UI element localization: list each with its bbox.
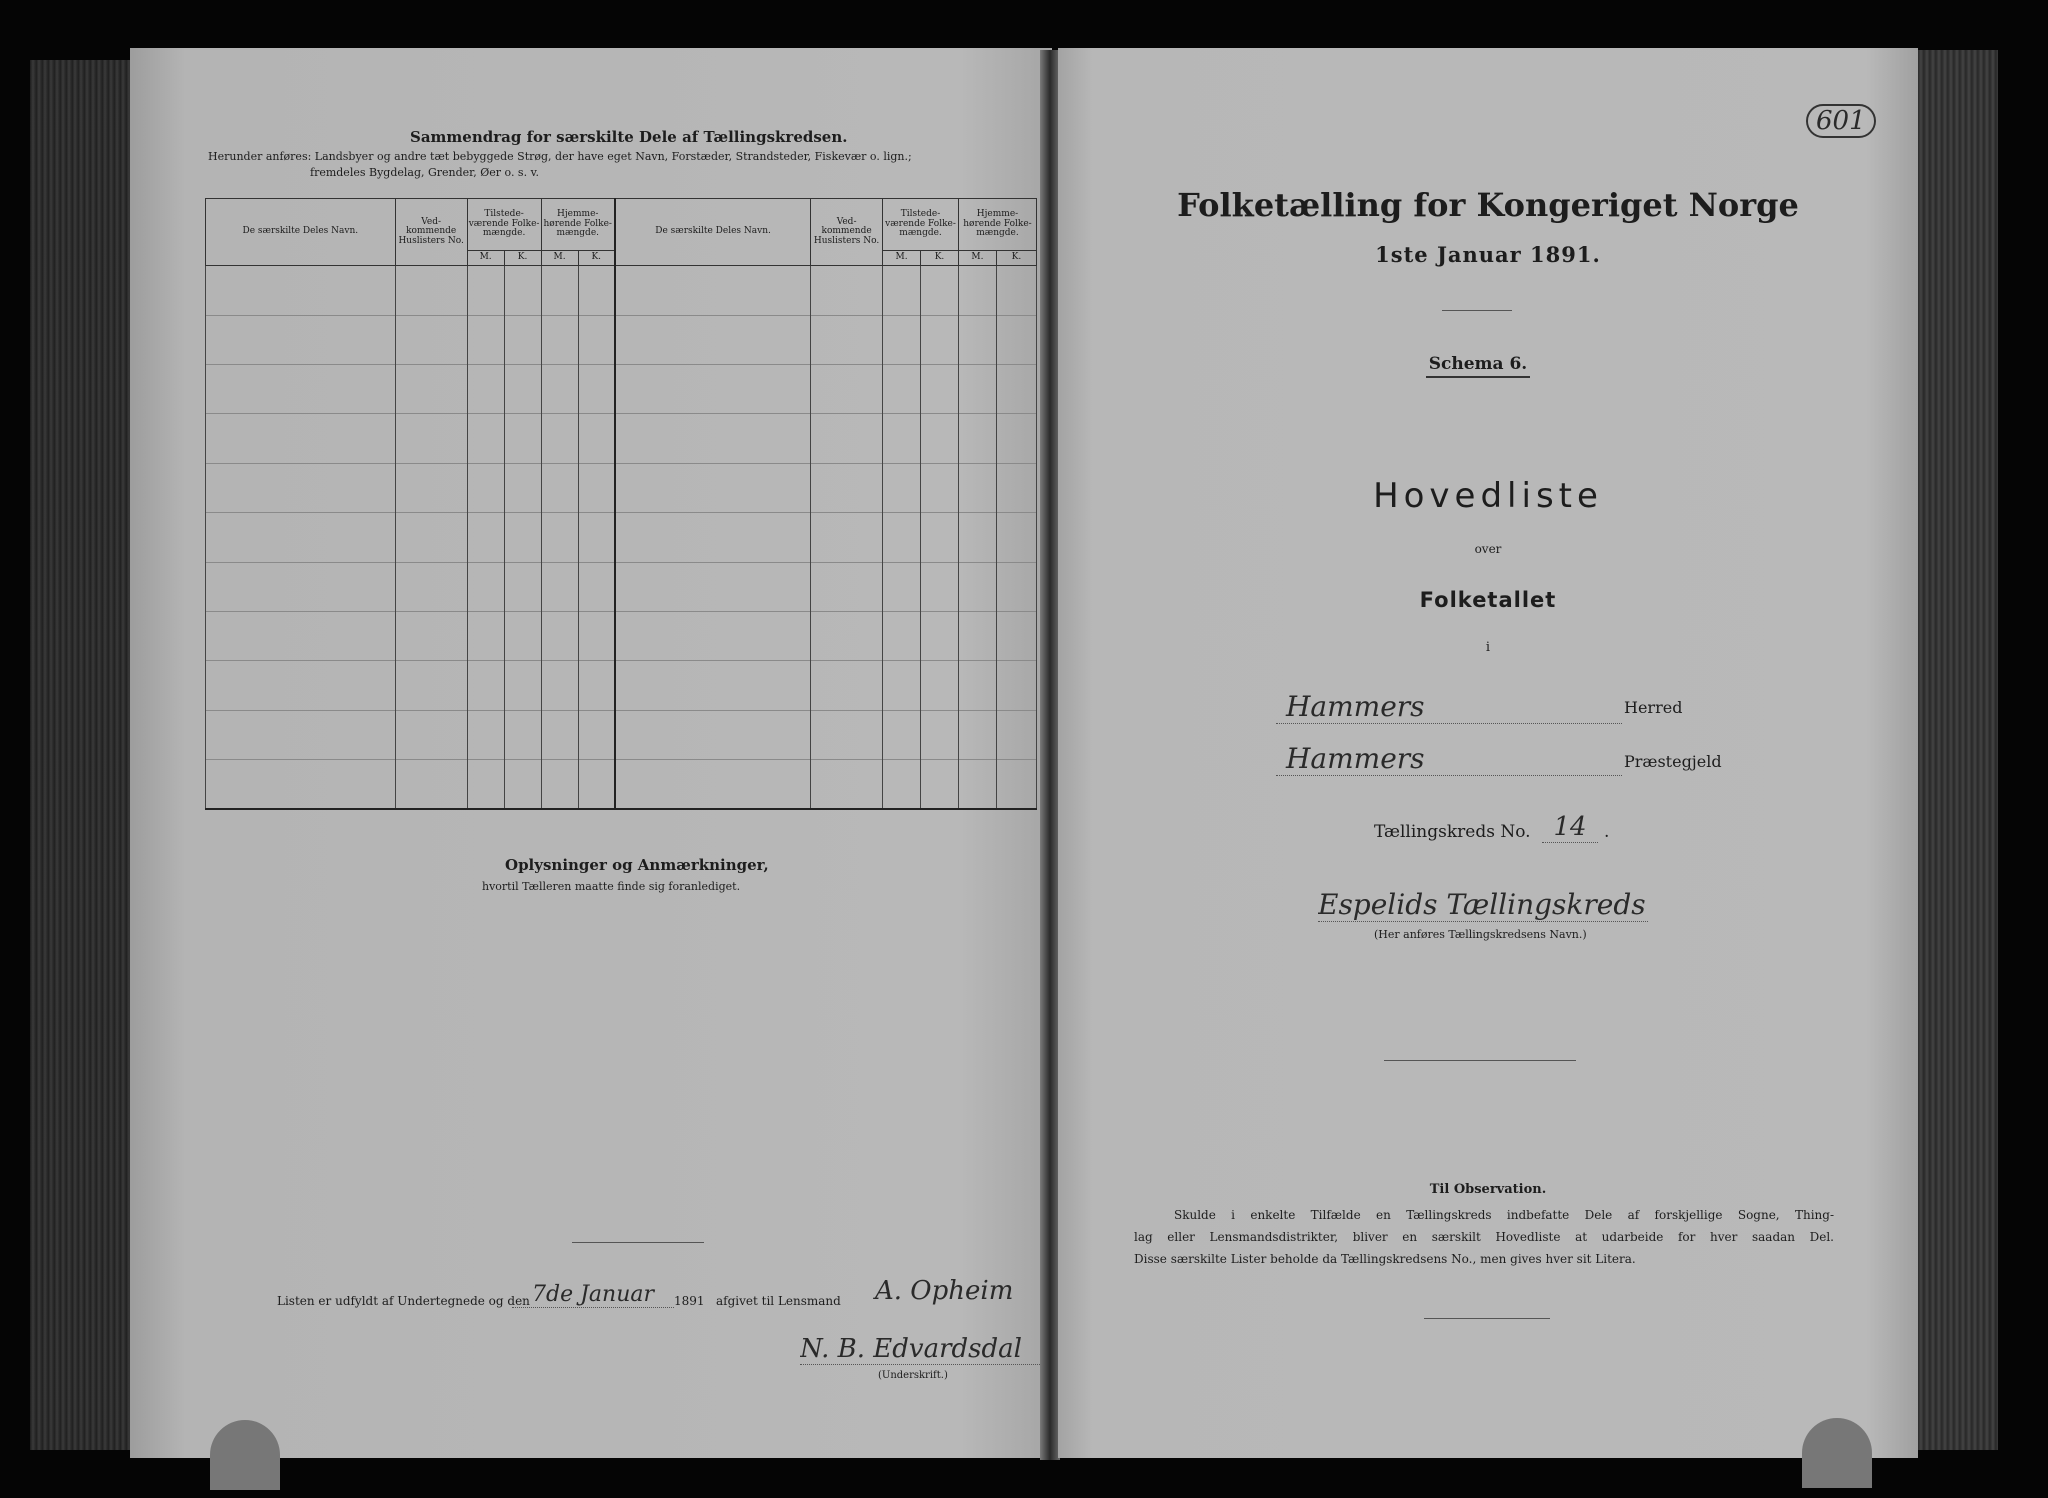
col-header-name-1: De særskilte Deles Navn. xyxy=(206,199,396,266)
col-header-m: M. xyxy=(958,250,996,266)
footer-suffix: afgivet til Lensmand xyxy=(716,1294,841,1308)
col-header-k: K. xyxy=(996,250,1036,266)
table-row xyxy=(206,365,1037,414)
book-edge-left xyxy=(30,60,130,1450)
date-line: 1ste Januar 1891. xyxy=(1375,242,1601,267)
lensmand-handwritten: A. Opheim xyxy=(875,1276,1014,1306)
table-row xyxy=(206,266,1037,315)
col-header-k: K. xyxy=(921,250,959,266)
table-row xyxy=(206,513,1037,562)
summary-title: Sammendrag for særskilte Dele af Tællingskredsen. xyxy=(410,128,848,146)
col-header-hjemme-1: Hjemme-hørende Folke-mængde. xyxy=(541,199,615,251)
book-clip-left xyxy=(210,1420,280,1490)
book-clip-right xyxy=(1802,1418,1872,1488)
col-header-hjemme-2: Hjemme-hørende Folke-mængde. xyxy=(958,199,1036,251)
table-row xyxy=(206,611,1037,660)
observation-text-3: Disse særskilte Lister beholde da Tællingskredsens No., men gives hver sit Litera. xyxy=(1134,1252,1636,1266)
table-row xyxy=(206,562,1037,611)
summary-subtitle-2: fremdeles Bygdelag, Grender, Øer o. s. v. xyxy=(310,166,539,179)
observation-text-1: Skulde i enkelte Tilfælde en Tællingskreds indbefatte Dele af forskjellige Sogne, Thing- xyxy=(1174,1208,1834,1222)
schema-label: Schema 6. xyxy=(1426,354,1530,378)
remarks-title: Oplysninger og Anmærkninger, xyxy=(505,856,769,874)
col-header-k: K. xyxy=(578,250,615,266)
signature-label: (Underskrift.) xyxy=(878,1370,948,1381)
over-label: over xyxy=(1474,542,1502,556)
kreds-number-handwritten: 14 xyxy=(1542,812,1598,843)
book-edge-right xyxy=(1918,50,1998,1450)
table-row xyxy=(206,760,1037,809)
kreds-name-caption: (Her anføres Tællingskredsens Navn.) xyxy=(1374,928,1587,941)
i-label: i xyxy=(1485,640,1491,655)
summary-subtitle-1: Herunder anføres: Landsbyer og andre tæt bebyggede Strøg, der have eget Navn, Forstæder, Strandsteder, Fiskevær o. lign.; xyxy=(208,150,912,163)
folketallet-heading: Folketallet xyxy=(1419,588,1557,612)
kreds-label: Tællingskreds No. xyxy=(1374,822,1531,842)
col-header-m: M. xyxy=(467,250,504,266)
col-header-tilstede-1: Tilstede-værende Folke-mængde. xyxy=(467,199,541,251)
page-number-handwritten: 601 xyxy=(1806,104,1876,138)
col-header-huslister-2: Ved-kommende Huslisters No. xyxy=(811,199,883,266)
herred-label: Herred xyxy=(1624,698,1683,717)
footer-year: 1891 xyxy=(674,1294,705,1308)
col-header-name-2: De særskilte Deles Navn. xyxy=(615,199,811,266)
table-row xyxy=(206,414,1037,463)
footer-date-handwritten: 7de Januar xyxy=(512,1282,674,1308)
divider xyxy=(572,1242,704,1243)
observation-title: Til Observation. xyxy=(1429,1182,1547,1197)
herred-value-handwritten: Hammers xyxy=(1276,690,1622,724)
hovedliste-heading: Hovedliste xyxy=(1373,476,1603,516)
footer-prefix: Listen er udfyldt af Undertegnede og den xyxy=(277,1294,530,1308)
col-header-k: K. xyxy=(504,250,541,266)
table-row xyxy=(206,710,1037,759)
col-header-tilstede-2: Tilstede-værende Folke-mængde. xyxy=(883,199,959,251)
table-row xyxy=(206,661,1037,710)
divider xyxy=(1424,1318,1550,1319)
main-title: Folketælling for Kongeriget Norge xyxy=(1177,186,1799,224)
summary-table xyxy=(205,198,1037,810)
col-header-huslister-1: Ved-kommende Huslisters No. xyxy=(395,199,467,266)
divider xyxy=(1384,1060,1576,1061)
table-row xyxy=(206,315,1037,364)
prestegjeld-value-handwritten: Hammers xyxy=(1276,742,1622,776)
table-row xyxy=(206,463,1037,512)
col-header-m: M. xyxy=(541,250,578,266)
remarks-subtitle: hvortil Tælleren maatte finde sig foranlediget. xyxy=(482,880,741,893)
signature-handwritten: N. B. Edvardsdal xyxy=(800,1334,1040,1365)
col-header-m: M. xyxy=(883,250,921,266)
divider xyxy=(1442,310,1512,311)
observation-text-2: lag eller Lensmandsdistrikter, bliver en særskilt Hovedliste at udarbeide for hver saadan Del. xyxy=(1134,1230,1834,1244)
book-gutter xyxy=(1040,50,1060,1460)
prestegjeld-label: Præstegjeld xyxy=(1624,752,1722,771)
kreds-name-handwritten: Espelids Tællingskreds xyxy=(1318,888,1648,922)
